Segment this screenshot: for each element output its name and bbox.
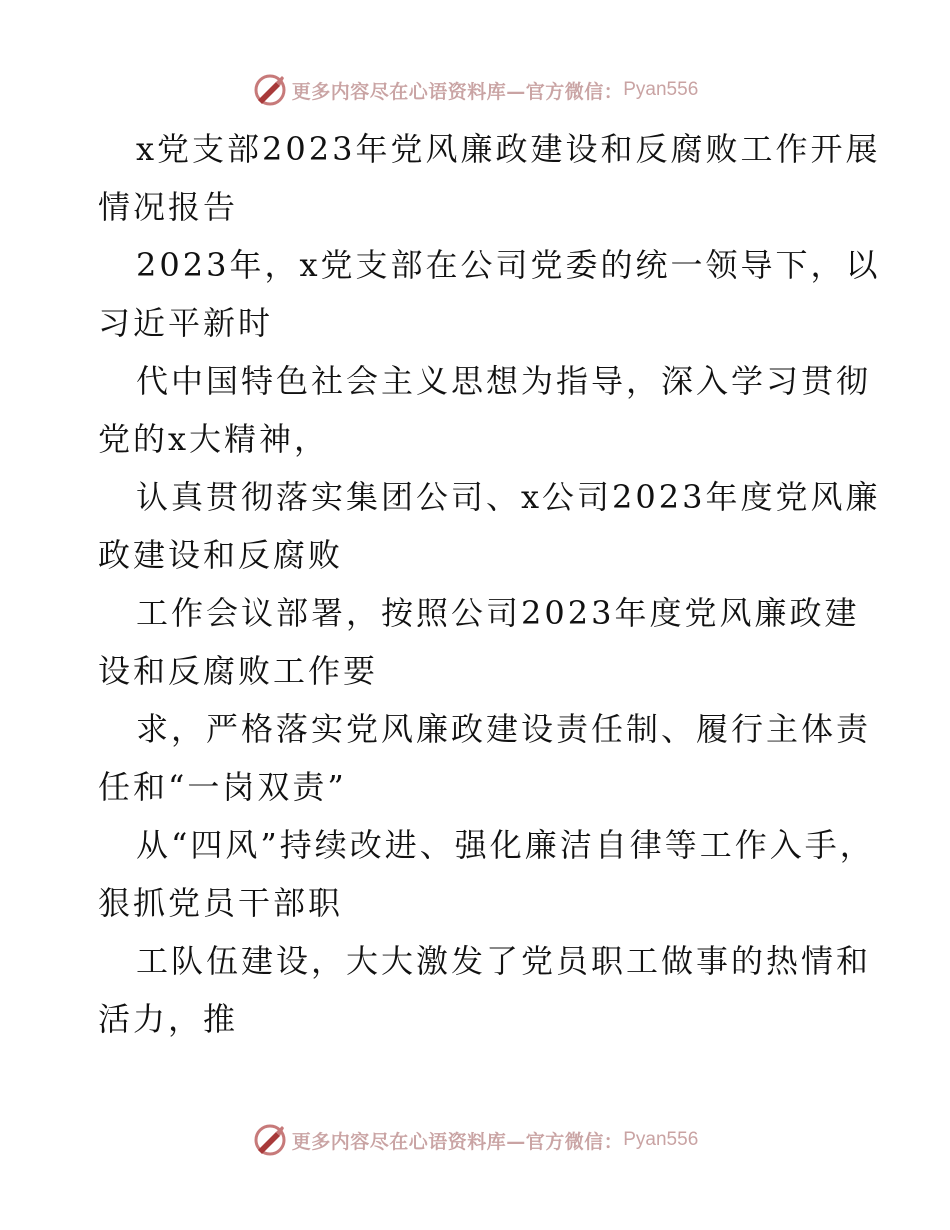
- watermark-wechat: Pyan556: [623, 79, 699, 100]
- paragraph: 工队伍建设，大大激发了党员职工做事的热情和活力，推: [98, 942, 872, 1038]
- paragraph: 认真贯彻落实集团公司、x公司2023年度党风廉政建设和反腐败: [98, 478, 881, 574]
- logo-icon: [252, 1122, 288, 1158]
- watermark-text: 更多内容尽在心语资料库—官方微信：: [291, 80, 624, 103]
- watermark-wechat: Pyan556: [623, 1129, 699, 1150]
- watermark-text: 更多内容尽在心语资料库—官方微信：: [291, 1130, 624, 1153]
- document-body: [98, 120, 888, 1048]
- paragraph: 求，严格落实党风廉政建设责任制、履行主体责任和“一岗双责”: [98, 710, 872, 806]
- footer-watermark: [0, 1118, 950, 1162]
- paragraph: 从“四风”持续改进、强化廉洁自律等工作入手，狠抓党员干部职: [98, 826, 875, 922]
- paragraph-title: x党支部2023年党风廉政建设和反腐败工作开展情况报告: [98, 130, 881, 226]
- logo-icon: [252, 72, 288, 108]
- paragraph: 2023年，x党支部在公司党委的统一领导下，以习近平新时: [98, 246, 881, 342]
- paragraph: 工作会议部署，按照公司2023年度党风廉政建设和反腐败工作要: [98, 594, 860, 690]
- header-watermark: [0, 68, 950, 112]
- paragraph: 代中国特色社会主义思想为指导，深入学习贯彻党的x大精神，: [98, 362, 872, 458]
